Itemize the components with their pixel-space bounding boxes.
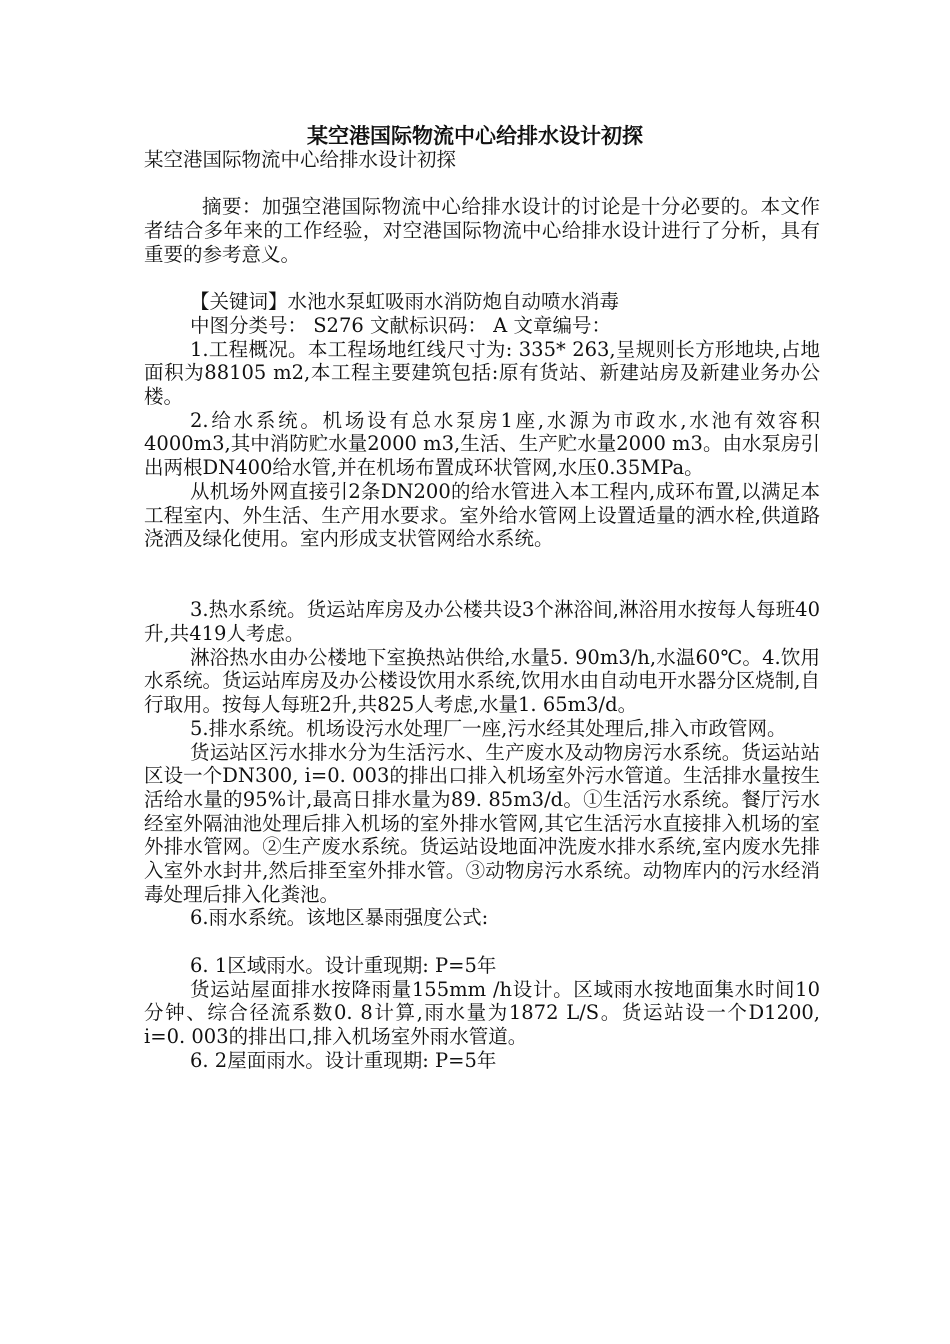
section-6-paragraph: 6.雨水系统。该地区暴雨强度公式: [190, 906, 489, 930]
section-2-paragraph: 2.给水系统。机场设有总水泵房1座,水源为市政水,水池有效容积4000m3,其中消防贮水量2000 m3,生活、生产贮水量2000 m3。由水泵房引出两根DN400给水管,并在机场布置成环状管网,水压0.35MPa。 [144, 408, 820, 480]
spacer [144, 267, 820, 291]
section-5-paragraph: 5.排水系统。机场设污水处理厂一座,污水经其处理后,排入市政管网。 [190, 716, 787, 740]
section-6-1-heading: 6. 1区域雨水。设计重现期: P=5年 [190, 953, 497, 977]
document-title: 某空港国际物流中心给排水设计初探 [307, 124, 643, 148]
spacer [144, 930, 820, 954]
document-body [144, 148, 820, 1072]
water-supply-paragraph: 从机场外网直接引2条DN200的给水管进入本工程内,成环布置,以满足本工程室内、外生活、生产用水要求。室外给水管网上设置适量的洒水栓,供道路浇洒及绿化使用。室内形成支状管网给水系统。 [144, 479, 820, 551]
section-1-paragraph: 1.工程概况。本工程场地红线尺寸为: 335* 263,呈规则长方形地块,占地面积为88105 m2,本工程主要建筑包括:原有货站、新建站房及新建业务办公楼。 [144, 337, 820, 408]
section-3-paragraph: 3.热水系统。货运站库房及办公楼共设3个淋浴间,淋浴用水按每人每班40升,共419人考虑。 [144, 598, 820, 646]
hot-water-paragraph: 淋浴热水由办公楼地下室换热站供给,水量5. 90m3/h,水温60℃。4.饮用水系统。货运站库房及办公楼设饮用水系统,饮用水由自动电开水器分区烧制,自行取用。按每人每班2升,共825人考虑,水量1. 65m3/d。 [144, 645, 820, 717]
classification-line: 中图分类号： S276 文献标识码： A 文章编号： [190, 313, 611, 337]
document-subtitle: 某空港国际物流中心给排水设计初探 [144, 148, 457, 171]
section-6-2-heading: 6. 2屋面雨水。设计重现期: P=5年 [190, 1048, 497, 1072]
spacer [144, 551, 820, 598]
rainwater-paragraph: 货运站屋面排水按降雨量155mm /h设计。区域雨水按地面集水时间10分钟、综合径流系数0. 8计算,雨水量为1872 L/S。货运站设一个D1200, i=0. 003的排出口,排入机场室外雨水管道。 [144, 977, 820, 1048]
spacer [144, 172, 820, 196]
abstract-paragraph: 摘要：加强空港国际物流中心给排水设计的讨论是十分必要的。本文作者结合多年来的工作经验，对空港国际物流中心给排水设计进行了分析，具有重要的参考意义。 [144, 195, 820, 266]
keywords-line: 【关键词】水池水泵虹吸雨水消防炮自动喷水消毒 [190, 290, 620, 314]
drainage-paragraph: 货运站区污水排水分为生活污水、生产废水及动物房污水系统。货运站站区设一个DN300, i=0. 003的排出口排入机场室外污水管道。生活排水量按生活给水量的95%计,最高日排水量为89. 85m3/d。①生活污水系统。餐厅污水经室外隔油池处理后排入机场的室外排水管网,其它生活污水直接排入机场的室外排水管网。②生产废水系统。货运站设地面冲洗废水排水系统,室内废水先排入室外水封井,然后排至室外排水管。③动物房污水系统。动物库内的污水经消毒处理后排入化粪池。 [144, 740, 820, 906]
